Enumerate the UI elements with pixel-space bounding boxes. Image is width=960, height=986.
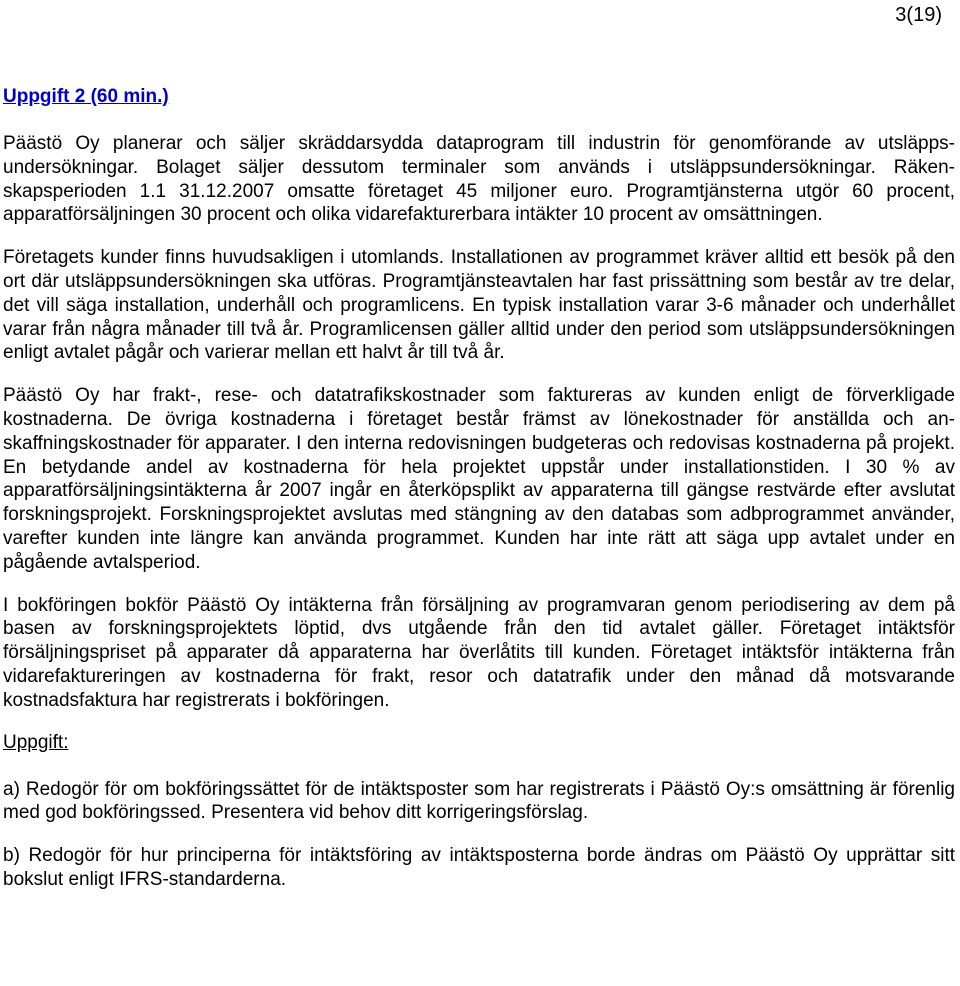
page-number: 3(19) [895, 4, 942, 26]
assignment-heading: Uppgift 2 (60 min.) [3, 86, 169, 107]
task-a: a) Redogör för om bokföringssättet för de intäktsposter som har registrerats i Päästö Oy:s omsättning är förenlig med god bokföringssed. Presentera vid behov ditt korrigeringsförslag. [3, 778, 955, 824]
task-b: b) Redogör för hur principerna för intäktsföring av intäktsposterna borde ändras om Päästö Oy upprättar sitt bokslut enligt IFRS-standarderna. [3, 845, 955, 890]
paragraph-customers: Företagets kunder finns huvudsakligen i utomlands. Installationen av programmet kräver alltid ett besök på den ort där utsläppsundersökningen ska utföras. Programtjänsteavtalen har fast prissättning som består av tre delar, det vill säga installation, underhåll och programlicens. En typisk installation varar 3-6 månader och underhållet varar från några månader till två år. Programlicensen gäller alltid under den period som utsläppsundersökningen enligt avtalet pågår och varierar mellan ett halvt år till två år. [3, 247, 955, 364]
document-body [3, 86, 955, 911]
paragraph-costs: Päästö Oy har frakt-, rese- och datatrafikskostnader som faktureras av kunden enligt de förverkligade kostnaderna. De övriga kostnaderna i företaget består främst av lönekostnader för anställda och anskaffningskostnader för apparater. I den interna redovisningen budgeteras och redovisas kostnaderna på projekt. En betydande andel av kostnaderna för hela projektet uppstår under installationstiden. I 30 % av apparatförsäljningsintäkterna år 2007 ingår en återköpsplikt av apparaterna till gängse restvärde efter avslutat forskningsprojekt. Forskningsprojektet avslutas med stängning av den databas som adbprogrammet använder, varefter kunden inte längre kan använda programmet. Kunden har inte rätt att säga upp avtalet under en pågående avtalsperiod. [3, 385, 955, 573]
paragraph-company-intro: Päästö Oy planerar och säljer skräddarsydda dataprogram till industrin för genomförande av utsläppsundersökningar. Bolaget säljer dessutom terminaler som används i utsläppsundersökningar. Räkenskapsperioden 1.1 31.12.2007 omsatte företaget 45 miljoner euro. Programtjänsterna utgör 60 procent, apparatförsäljningen 30 procent och olika vidarefakturerbara intäkter 10 procent av omsättningen. [3, 133, 955, 226]
task-heading: Uppgift: [3, 731, 69, 753]
paragraph-accounting: I bokföringen bokför Päästö Oy intäkterna från försäljning av programvaran genom periodisering av dem på basen av forskningsprojektets löptid, dvs utgående från den tid avtalet gäller. Företaget intäktsför försäljningspriset på apparater då apparaterna har överlåtits till kunden. Företaget intäktsför intäkterna från vidarefaktureringen av kostnaderna för frakt, resor och datatrafik under den månad då motsvarande kostnadsfaktura har registrerats i bokföringen. [3, 594, 955, 711]
